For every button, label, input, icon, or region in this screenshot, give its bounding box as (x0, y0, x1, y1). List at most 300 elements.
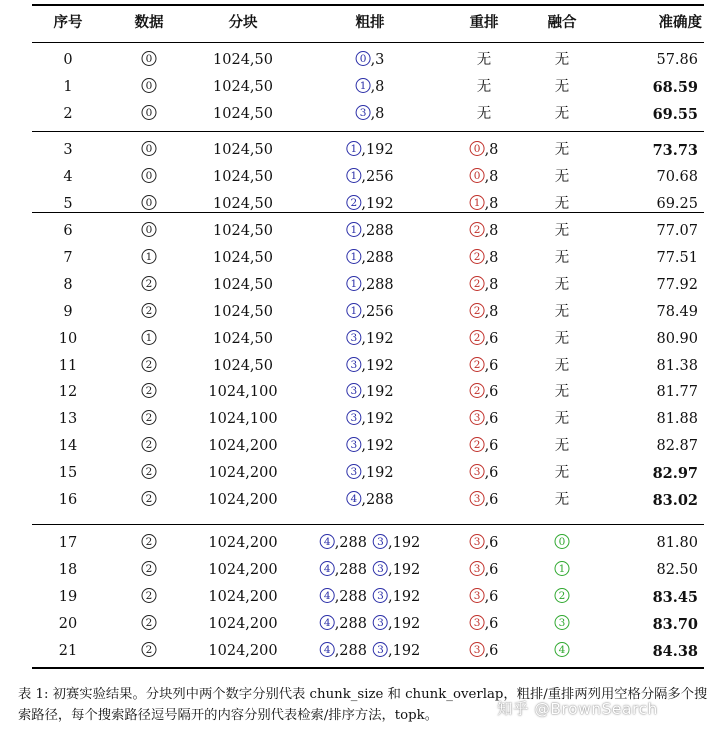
coarse-circle: 3 (373, 561, 388, 576)
table-row (0, 611, 720, 638)
rerank-topk: ,6 (484, 588, 499, 605)
rerank-circle: 3 (470, 642, 485, 657)
coarse-topk: ,192 (361, 384, 394, 401)
header-cell: 融合 (547, 15, 577, 31)
row-id: 19 (58, 588, 78, 605)
data-circle: 0 (142, 105, 157, 120)
coarse-circle: 3 (373, 642, 388, 657)
row-id: 20 (58, 615, 78, 632)
fusion: 无 (554, 411, 570, 428)
coarse-circle: 1 (346, 222, 361, 237)
coarse-circle: 4 (320, 588, 335, 603)
chunk-value: 1024,50 (213, 249, 273, 266)
rerank-circle: 0 (470, 168, 485, 183)
data-source (142, 406, 157, 433)
coarse-rank (346, 191, 393, 218)
table-row (0, 353, 720, 380)
fusion: 无 (554, 276, 570, 293)
coarse-circle: 3 (346, 357, 361, 372)
coarse-rank (320, 557, 421, 584)
header-cell: 数据 (134, 15, 164, 31)
coarse-path (373, 584, 420, 611)
data-circle: 2 (142, 437, 157, 452)
chunk-value: 1024,50 (213, 276, 273, 293)
data-circle: 2 (142, 383, 157, 398)
chunk-value: 1024,50 (213, 223, 273, 239)
fusion: 无 (554, 78, 570, 95)
table-row (0, 101, 720, 128)
table-row (0, 379, 720, 406)
rerank: 无 (476, 105, 492, 122)
row-id: 17 (58, 535, 78, 551)
header-cell: 粗排 (355, 15, 385, 31)
data-source (142, 433, 157, 460)
data-circle: 1 (142, 249, 157, 264)
row-id: 8 (63, 276, 73, 293)
coarse-circle: 3 (373, 588, 388, 603)
row-id: 18 (58, 561, 78, 578)
chunk-value: 1024,200 (208, 492, 278, 508)
coarse-topk: ,288 (334, 615, 367, 632)
fusion: 无 (554, 357, 570, 374)
fusion-circle: 1 (555, 561, 570, 576)
coarse-path (346, 460, 393, 487)
coarse-circle: 1 (356, 78, 371, 93)
coarse-circle: 3 (346, 437, 361, 452)
header-rule (32, 42, 704, 43)
rerank (470, 353, 499, 380)
rerank-circle: 3 (470, 491, 485, 506)
table-row (0, 487, 720, 514)
chunk-value: 1024,100 (208, 411, 278, 428)
coarse-rank (346, 406, 393, 433)
rerank-topk: ,6 (484, 535, 499, 551)
rerank (470, 460, 499, 487)
coarse-rank (356, 47, 385, 74)
data-circle: 0 (142, 168, 157, 183)
coarse-circle: 4 (320, 561, 335, 576)
row-id: 10 (58, 330, 78, 347)
fusion-circle: 0 (555, 534, 570, 549)
rerank-topk: ,6 (484, 561, 499, 578)
fusion: 无 (554, 384, 570, 401)
chunk-value: 1024,50 (213, 195, 273, 212)
fusion: 无 (554, 438, 570, 455)
coarse-topk: ,3 (370, 52, 385, 68)
coarse-circle: 1 (346, 168, 361, 183)
data-circle: 0 (142, 222, 157, 237)
data-source (142, 379, 157, 406)
coarse-path (373, 611, 420, 638)
row-id: 5 (63, 195, 73, 212)
coarse-topk: ,8 (370, 105, 385, 122)
accuracy: 78.49 (656, 303, 698, 320)
data-circle: 2 (142, 464, 157, 479)
rerank-topk: ,8 (484, 223, 499, 239)
data-source (142, 47, 157, 74)
data-circle: 0 (142, 78, 157, 93)
accuracy: 69.55 (652, 105, 698, 123)
chunk-value: 1024,50 (213, 168, 273, 185)
coarse-rank (346, 218, 393, 245)
coarse-circle: 4 (320, 534, 335, 549)
data-source (142, 557, 157, 584)
rerank-circle: 3 (470, 534, 485, 549)
coarse-topk: ,192 (361, 357, 394, 374)
accuracy: 70.68 (656, 168, 698, 185)
chunk-value: 1024,200 (208, 561, 278, 578)
rerank-circle: 2 (470, 249, 485, 264)
row-id: 14 (58, 438, 78, 455)
rerank-circle: 3 (470, 410, 485, 425)
fusion (555, 530, 570, 557)
coarse-circle: 3 (373, 615, 388, 630)
accuracy: 73.73 (652, 142, 698, 159)
coarse-topk: ,192 (388, 642, 421, 659)
accuracy: 83.45 (652, 588, 698, 606)
coarse-rank (346, 137, 393, 164)
data-source (142, 299, 157, 326)
table-row (0, 191, 720, 218)
chunk-value: 1024,200 (208, 642, 278, 659)
table-row (0, 47, 720, 74)
coarse-rank (346, 379, 393, 406)
table-row (0, 557, 720, 584)
header-cell: 准确度 (658, 15, 702, 31)
rerank-circle: 3 (470, 588, 485, 603)
coarse-rank (346, 353, 393, 380)
rerank-topk: ,6 (484, 411, 499, 428)
coarse-topk: ,192 (388, 615, 421, 632)
coarse-topk: ,288 (334, 535, 367, 551)
coarse-path (373, 530, 420, 557)
accuracy: 83.70 (652, 615, 698, 633)
row-id: 7 (63, 249, 73, 266)
coarse-rank (356, 101, 385, 128)
data-source (142, 164, 157, 191)
coarse-path (320, 638, 367, 665)
accuracy: 82.87 (656, 438, 698, 455)
rerank-circle: 2 (470, 276, 485, 291)
fusion-circle: 2 (555, 588, 570, 603)
row-id: 13 (58, 411, 78, 428)
accuracy: 81.80 (656, 535, 698, 551)
chunk-value: 1024,50 (213, 303, 273, 320)
rerank-topk: ,8 (484, 195, 499, 212)
data-source (142, 353, 157, 380)
coarse-path (356, 74, 385, 101)
coarse-circle: 1 (346, 303, 361, 318)
coarse-rank (346, 460, 393, 487)
rerank-topk: ,8 (484, 276, 499, 293)
coarse-rank (320, 584, 421, 611)
fusion: 无 (554, 249, 570, 266)
coarse-circle: 1 (346, 276, 361, 291)
chunk-value: 1024,200 (208, 588, 278, 605)
rerank-topk: ,6 (484, 492, 499, 508)
coarse-topk: ,192 (388, 535, 421, 551)
rerank (470, 611, 499, 638)
table-caption: 表 1: 初赛实验结果。分块列中两个数字分别代表 chunk_size 和 chunk_overlap，粗排/重排两列用空格分隔多个搜索路径，每个搜索路径逗号隔开的内容分别代表检索/排序方法，topk。 (18, 687, 708, 723)
accuracy: 83.02 (652, 492, 698, 509)
coarse-path (346, 326, 393, 353)
rerank-circle: 2 (470, 222, 485, 237)
chunk-value: 1024,200 (208, 465, 278, 482)
table-row (0, 638, 720, 665)
accuracy: 82.50 (656, 561, 698, 578)
fusion: 无 (554, 465, 570, 482)
group-rule (32, 524, 704, 525)
rerank-circle: 3 (470, 615, 485, 630)
fusion (555, 611, 570, 638)
coarse-path (346, 379, 393, 406)
coarse-rank (346, 299, 393, 326)
fusion: 无 (554, 168, 570, 185)
rerank-topk: ,8 (484, 168, 499, 185)
coarse-circle: 3 (346, 464, 361, 479)
fusion: 无 (554, 105, 570, 122)
fusion: 无 (554, 303, 570, 320)
chunk-value: 1024,200 (208, 535, 278, 551)
rerank (470, 487, 499, 514)
row-id: 21 (58, 642, 78, 659)
coarse-topk: ,288 (334, 588, 367, 605)
table-row (0, 137, 720, 164)
rerank-circle: 2 (470, 303, 485, 318)
rerank-circle: 3 (470, 464, 485, 479)
coarse-path (346, 406, 393, 433)
chunk-value: 1024,50 (213, 357, 273, 374)
data-source (142, 101, 157, 128)
rerank-circle: 3 (470, 561, 485, 576)
chunk-value: 1024,50 (213, 52, 273, 68)
chunk-value: 1024,100 (208, 384, 278, 401)
row-id: 2 (63, 105, 73, 122)
coarse-topk: ,192 (388, 588, 421, 605)
accuracy: 82.97 (652, 465, 698, 483)
row-id: 12 (58, 384, 78, 401)
row-id: 3 (63, 142, 73, 158)
bottom-rule (32, 667, 704, 669)
coarse-circle: 4 (320, 615, 335, 630)
table-row (0, 164, 720, 191)
rerank (470, 379, 499, 406)
fusion: 无 (554, 492, 570, 508)
rerank (470, 638, 499, 665)
data-source (142, 218, 157, 245)
header-cell: 分块 (228, 15, 258, 31)
rerank-topk: ,6 (484, 330, 499, 347)
coarse-topk: ,192 (361, 142, 394, 158)
row-id: 6 (63, 223, 73, 239)
rerank-circle: 2 (470, 383, 485, 398)
header-cell: 序号 (53, 15, 83, 31)
table-row (0, 299, 720, 326)
data-source (142, 638, 157, 665)
chunk-value: 1024,50 (213, 330, 273, 347)
coarse-path (346, 191, 393, 218)
accuracy: 77.51 (656, 249, 698, 266)
data-circle: 2 (142, 276, 157, 291)
coarse-path (346, 272, 393, 299)
data-circle: 0 (142, 51, 157, 66)
fusion-circle: 3 (555, 615, 570, 630)
data-source (142, 611, 157, 638)
data-source (142, 191, 157, 218)
fusion: 无 (554, 195, 570, 212)
rerank (470, 191, 499, 218)
coarse-path (320, 584, 367, 611)
coarse-topk: ,192 (361, 465, 394, 482)
rerank (470, 218, 499, 245)
accuracy: 81.88 (656, 411, 698, 428)
accuracy: 84.38 (652, 642, 698, 660)
fusion-circle: 4 (555, 642, 570, 657)
data-source (142, 530, 157, 557)
coarse-circle: 3 (346, 410, 361, 425)
rerank-topk: ,8 (484, 249, 499, 266)
rerank (470, 326, 499, 353)
rerank-topk: ,6 (484, 357, 499, 374)
coarse-circle: 3 (373, 534, 388, 549)
rerank-circle: 2 (470, 357, 485, 372)
accuracy: 77.92 (656, 276, 698, 293)
coarse-rank (346, 272, 393, 299)
accuracy: 81.38 (656, 357, 698, 374)
row-id: 1 (63, 78, 73, 95)
coarse-circle: 1 (346, 141, 361, 156)
coarse-topk: ,288 (361, 492, 394, 508)
group-rule (32, 131, 704, 132)
table-row (0, 74, 720, 101)
table-row (0, 272, 720, 299)
rerank (470, 557, 499, 584)
fusion (555, 638, 570, 665)
chunk-value: 1024,50 (213, 78, 273, 95)
coarse-path (373, 638, 420, 665)
rerank (470, 433, 499, 460)
coarse-circle: 1 (346, 249, 361, 264)
rerank (470, 406, 499, 433)
coarse-circle: 2 (346, 195, 361, 210)
data-circle: 0 (142, 195, 157, 210)
coarse-circle: 3 (346, 383, 361, 398)
coarse-rank (346, 245, 393, 272)
chunk-value: 1024,200 (208, 615, 278, 632)
coarse-path (346, 164, 393, 191)
rerank (470, 530, 499, 557)
rerank (470, 245, 499, 272)
data-circle: 0 (142, 141, 157, 156)
coarse-topk: ,8 (370, 78, 385, 95)
coarse-topk: ,192 (361, 330, 394, 347)
coarse-topk: ,256 (361, 168, 394, 185)
rerank (470, 299, 499, 326)
coarse-topk: ,192 (361, 438, 394, 455)
data-circle: 2 (142, 642, 157, 657)
table-row (0, 326, 720, 353)
fusion (555, 557, 570, 584)
coarse-path (346, 137, 393, 164)
table-row (0, 460, 720, 487)
data-circle: 2 (142, 491, 157, 506)
coarse-path (346, 353, 393, 380)
accuracy: 80.90 (656, 330, 698, 347)
coarse-circle: 4 (320, 642, 335, 657)
coarse-path (346, 299, 393, 326)
chunk-value: 1024,50 (213, 142, 273, 158)
coarse-topk: ,192 (361, 195, 394, 212)
data-circle: 2 (142, 410, 157, 425)
coarse-topk: ,288 (361, 276, 394, 293)
coarse-circle: 4 (346, 491, 361, 506)
data-circle: 2 (142, 615, 157, 630)
coarse-topk: ,288 (361, 249, 394, 266)
coarse-rank (346, 487, 393, 514)
data-source (142, 272, 157, 299)
coarse-topk: ,288 (361, 223, 394, 239)
coarse-path (356, 101, 385, 128)
watermark: 知乎 @BrownSearch (497, 700, 658, 718)
chunk-value: 1024,200 (208, 438, 278, 455)
rerank-circle: 0 (470, 141, 485, 156)
data-source (142, 584, 157, 611)
header-cell: 重排 (469, 15, 499, 31)
fusion (555, 584, 570, 611)
row-id: 9 (63, 303, 73, 320)
data-circle: 2 (142, 534, 157, 549)
coarse-topk: ,256 (361, 303, 394, 320)
coarse-rank (346, 326, 393, 353)
table-row (0, 218, 720, 245)
data-circle: 2 (142, 303, 157, 318)
coarse-rank (356, 74, 385, 101)
table-row (0, 530, 720, 557)
data-circle: 2 (142, 357, 157, 372)
fusion: 无 (554, 52, 570, 68)
coarse-topk: ,192 (388, 561, 421, 578)
fusion: 无 (554, 223, 570, 239)
coarse-rank (346, 164, 393, 191)
coarse-path (346, 218, 393, 245)
table-row (0, 584, 720, 611)
top-rule (32, 4, 704, 6)
row-id: 15 (58, 465, 78, 482)
accuracy: 68.59 (652, 78, 698, 96)
rerank-topk: ,8 (484, 142, 499, 158)
coarse-path (346, 245, 393, 272)
rerank (470, 584, 499, 611)
table-row (0, 433, 720, 460)
rerank-circle: 1 (470, 195, 485, 210)
rerank-topk: ,6 (484, 642, 499, 659)
data-circle: 1 (142, 330, 157, 345)
row-id: 16 (58, 492, 78, 508)
data-source (142, 487, 157, 514)
rerank-topk: ,6 (484, 438, 499, 455)
data-circle: 2 (142, 588, 157, 603)
fusion: 无 (554, 330, 570, 347)
row-id: 0 (63, 52, 73, 68)
coarse-path (373, 557, 420, 584)
coarse-path (320, 530, 367, 557)
data-source (142, 245, 157, 272)
rerank (470, 137, 499, 164)
rerank-topk: ,6 (484, 465, 499, 482)
rerank: 无 (476, 52, 492, 68)
coarse-rank (320, 530, 421, 557)
rerank-circle: 2 (470, 437, 485, 452)
